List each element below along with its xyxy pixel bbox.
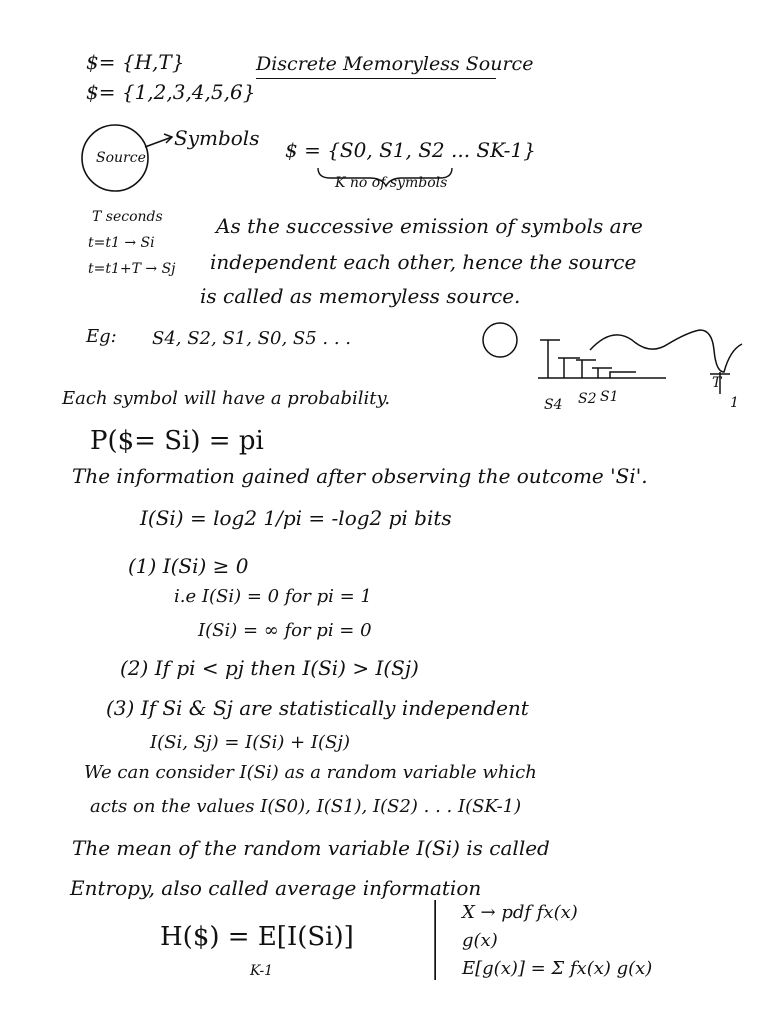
die-set: $= {1,2,3,4,5,6} (86, 80, 256, 104)
timing-line-2: t=t1+T → Sj (88, 261, 176, 277)
example-label: Eg: (86, 326, 117, 347)
alphabet-definition: $ = {S0, S1, S2 ... SK-1} (285, 138, 536, 162)
page-title: Discrete Memoryless Source (256, 53, 534, 75)
memoryless-line-3: is called as memoryless source. (200, 284, 521, 308)
information-intro: The information gained after observing the outcome 'Si'. (72, 464, 648, 488)
property-2: (2) If pi < pj then I(Si) > I(Sj) (120, 656, 419, 680)
waveform-label-s4: S4 (544, 397, 563, 413)
symbols-label: Symbols (174, 126, 260, 150)
property-3-equation: I(Si, Sj) = I(Si) + I(Sj) (150, 732, 350, 753)
timing-header: T seconds (92, 209, 163, 225)
waveform-label-t: T (712, 375, 722, 391)
property-1-infinity: I(Si) = ∞ for pi = 0 (198, 620, 372, 641)
property-3: (3) If Si & Sj are statistically independent (106, 696, 529, 720)
side-note-1: X → pdf fx(x) (462, 902, 578, 923)
entropy-intro-line-1: The mean of the random variable I(Si) is called (72, 836, 550, 860)
source-node-label: Source (96, 150, 146, 166)
entropy-equation: H($) = E[I(Si)] (160, 922, 354, 952)
waveform-label-s2: S2 (578, 391, 597, 407)
random-variable-line-1: We can consider I(Si) as a random variable which (84, 762, 537, 783)
waveform-label-1: 1 (730, 395, 739, 411)
timing-line-1: t=t1 → Si (88, 235, 155, 251)
waveform-pulses (540, 340, 636, 378)
coin-set: $= {H,T} (86, 50, 185, 74)
side-divider (435, 900, 436, 980)
property-1: (1) I(Si) ≥ 0 (128, 554, 249, 578)
information-equation: I(Si) = log2 1/pi = -log2 pi bits (140, 506, 452, 530)
memoryless-line-2: independent each other, hence the source (210, 250, 637, 274)
probability-equation: P($= Si) = pi (90, 426, 264, 456)
random-variable-line-2: acts on the values I(S0), I(S1), I(S2) . . . I(SK-1) (90, 796, 522, 817)
side-note-2: g(x) (462, 930, 498, 951)
property-1-ie: i.e I(Si) = 0 for pi = 1 (174, 586, 372, 607)
example-sequence: S4, S2, S1, S0, S5 . . . (152, 328, 352, 349)
waveform-circle (483, 323, 517, 357)
side-note-3: E[g(x)] = Σ fx(x) g(x) (462, 958, 653, 979)
entropy-intro-line-2: Entropy, also called average information (70, 876, 482, 900)
entropy-subscript: K-1 (250, 963, 274, 979)
waveform-curve (590, 330, 742, 372)
alphabet-count-note: K no of symbols (335, 175, 448, 191)
probability-intro: Each symbol will have a probability. (62, 388, 391, 409)
memoryless-line-1: As the successive emission of symbols are (216, 214, 643, 238)
waveform-label-s1: S1 (600, 389, 619, 405)
